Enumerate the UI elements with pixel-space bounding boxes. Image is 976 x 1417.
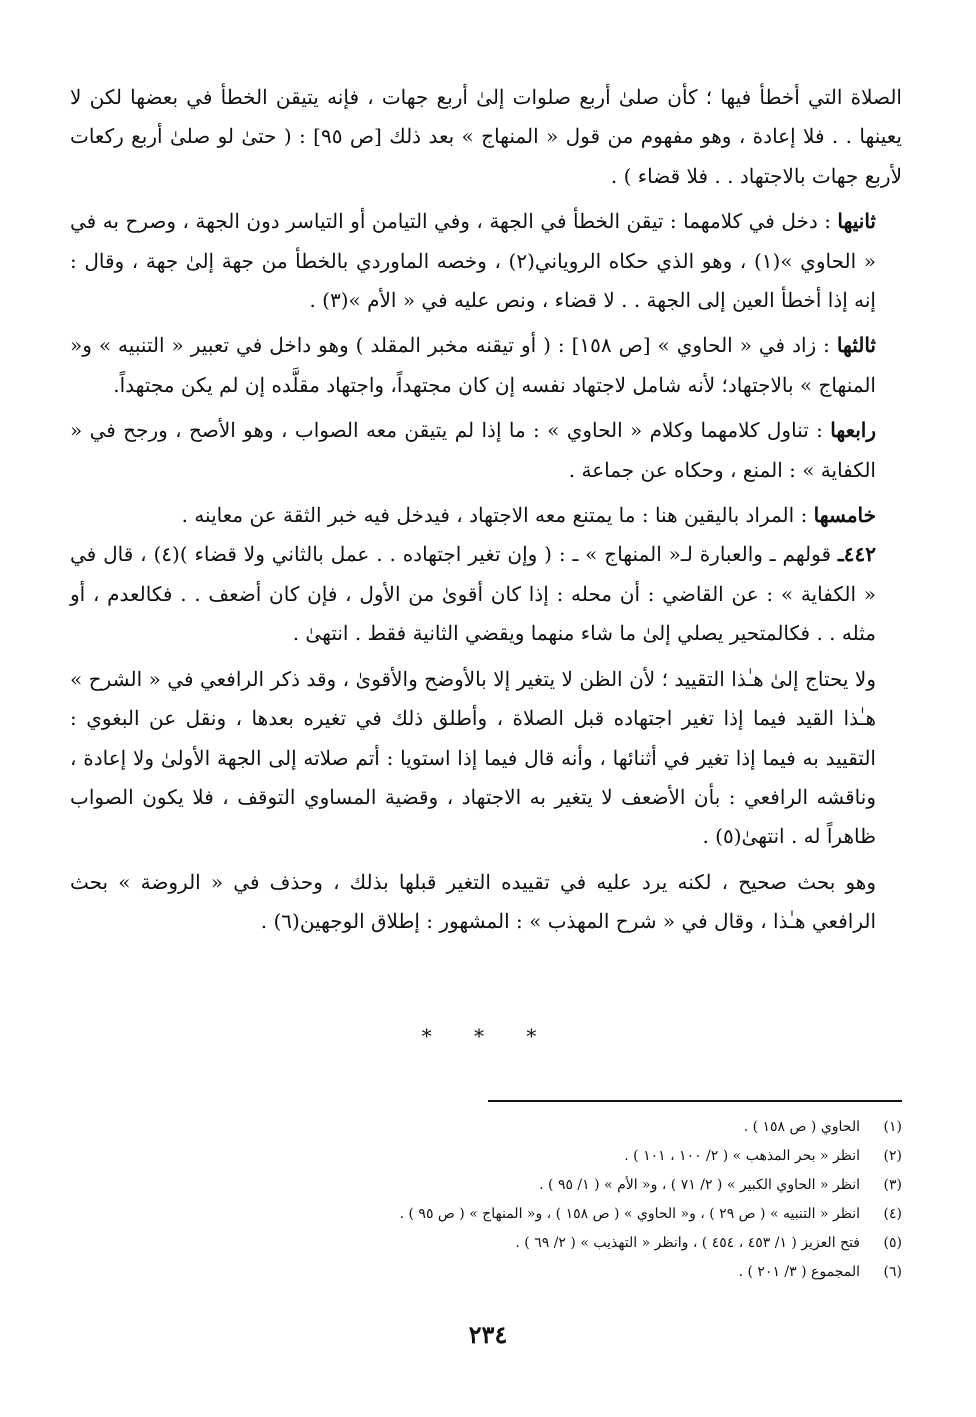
footnote: [70, 1200, 902, 1229]
paragraph-lead: ثانيها: [837, 209, 876, 234]
paragraph: وهو بحث صحيح ، لكنه يرد عليه في تقييده التغير قبلها بذلك ، وحذف في « الروضة » بحث الرافعي هـٰذا ، وقال في « شرح المهذب » : المشهور : إطلاق الوجهين(٦) .: [70, 869, 876, 934]
paragraph-text: : دخل في كلامهما : تيقن الخطأ في الجهة ، وفي التيامن أو التياسر دون الجهة ، وصرح به في « الحاوي »(١) ، وهو الذي حكاه الروياني(٢) ، وخصه الماوردي بالخطأ من جهة إلىٰ جهة ، وقال : إنه إذا أخطأ العين إلى الجهة . . لا قضاء ، ونص عليه في « الأم »(٣) .: [70, 209, 876, 313]
paragraph: [70, 202, 902, 320]
footnote-rule: [488, 1100, 902, 1102]
footnote-text: انظر « الحاوي الكبير » ( ٢/ ٧١ ) ، و« الأم » ( ١/ ٩٥ ) .: [539, 1177, 860, 1193]
footnote-text: الحاوي ( ص ١٥٨ ) .: [743, 1119, 860, 1135]
footnote-number: (٣): [883, 1177, 902, 1193]
footnote-text: المجموع ( ٣/ ٢٠١ ) .: [738, 1264, 860, 1280]
footnote-number: (٦): [883, 1264, 902, 1280]
paragraph-text: قولهم ـ والعبارة لـ« المنهاج » ـ : ( وإن تغير اجتهاده . . عمل بالثاني ولا قضاء )(٤) ، قال في « الكفاية » : عن القاضي : أن محله : إذا كان أقوىٰ من الأول ، فإن كان أضعف . . فكالعدم ، أو مثله . . فكالمتحير يصلي إلىٰ ما شاء منهما ويقضي الثانية فقط . انتهىٰ .: [70, 542, 876, 646]
page-number: ٢٣٤: [468, 1320, 508, 1349]
paragraph-lead: ثالثها: [836, 333, 876, 358]
paragraph: [70, 496, 902, 535]
paragraph: [70, 411, 902, 490]
paragraph: ولا يحتاج إلىٰ هـٰذا التقييد ؛ لأن الظن لا يتغير إلا بالأوضح والأقوىٰ ، وقد ذكر الرافعي في « الشرح » هـٰذا القيد فيما إذا تغير اجتهاده قبل الصلاة ، وأطلق ذلك في تغيره بعدها ، ونقل عن البغوي : التقييد به فيما إذا تغير في أثنائها ، وأنه قال فيما إذا استويا : أتم صلاته إلى الجهة الأولىٰ ولا إعادة ، وناقشه الرافعي : بأن الأضعف لا يتغير به الاجتهاد ، وقضية المساوي التوقف ، فلا يكون الصواب ظاهراً له . انتهىٰ(٥) .: [70, 666, 876, 849]
issue-number: ٤٤٢ـ: [837, 542, 876, 567]
footnote: [70, 1229, 902, 1258]
footnotes: [70, 1113, 902, 1287]
section-separator: * * *: [421, 1024, 555, 1048]
footnote: [70, 1113, 902, 1142]
main-text: [70, 78, 902, 942]
footnote: [70, 1258, 902, 1287]
paragraph: [70, 326, 902, 405]
paragraph: الصلاة التي أخطأ فيها ؛ كأن صلىٰ أربع صلوات إلىٰ أربع جهات ، فإنه يتيقن الخطأ في بعضها لكن لا يعينها . . فلا إعادة ، وهو مفهوم من قول « المنهاج » بعد ذلك [ص ٩٥] : ( حتىٰ لو صلىٰ أربع ركعات لأربع جهات بالاجتهاد . . فلا قضاء ) .: [70, 85, 902, 188]
paragraph-lead: رابعها: [830, 418, 876, 443]
footnote: [70, 1171, 902, 1200]
footnote: [70, 1142, 902, 1171]
issue-paragraph: [70, 535, 902, 653]
footnote-number: (٥): [883, 1235, 902, 1251]
paragraph-text: : تناول كلامهما وكلام « الحاوي » : ما إذا لم يتيقن معه الصواب ، وهو الأصح ، ورجح في « الكفاية » : المنع ، وحكاه عن جماعة .: [70, 418, 876, 482]
footnote-text: فتح العزيز ( ١/ ٤٥٣ ، ٤٥٤ ) ، وانظر « التهذيب » ( ٢/ ٦٩ ) .: [515, 1235, 860, 1251]
paragraph-text: : زاد في « الحاوي » [ص ١٥٨] : ( أو تيقنه مخبر المقلد ) وهو داخل في تعبير « التنبيه » و« المنهاج » بالاجتهاد؛ لأنه شامل لاجتهاد نفسه إن كان مجتهداً، واجتهاد مقلَّده إن لم يكن مجتهداً.: [70, 333, 876, 397]
footnote-number: (١): [883, 1119, 902, 1135]
footnote-number: (٢): [883, 1148, 902, 1164]
paragraph-text: : المراد باليقين هنا : ما يمتنع معه الاجتهاد ، فيدخل فيه خبر الثقة عن معاينه .: [181, 503, 814, 528]
footnote-number: (٤): [883, 1206, 902, 1222]
footnote-text: انظر « بحر المذهب » ( ٢/ ١٠٠ ، ١٠١ ) .: [624, 1148, 860, 1164]
paragraph-lead: خامسها: [813, 503, 876, 528]
footnote-text: انظر « التنبيه » ( ص ٢٩ ) ، و« الحاوي » ( ص ١٥٨ ) ، و« المنهاج » ( ص ٩٥ ) .: [399, 1206, 860, 1222]
